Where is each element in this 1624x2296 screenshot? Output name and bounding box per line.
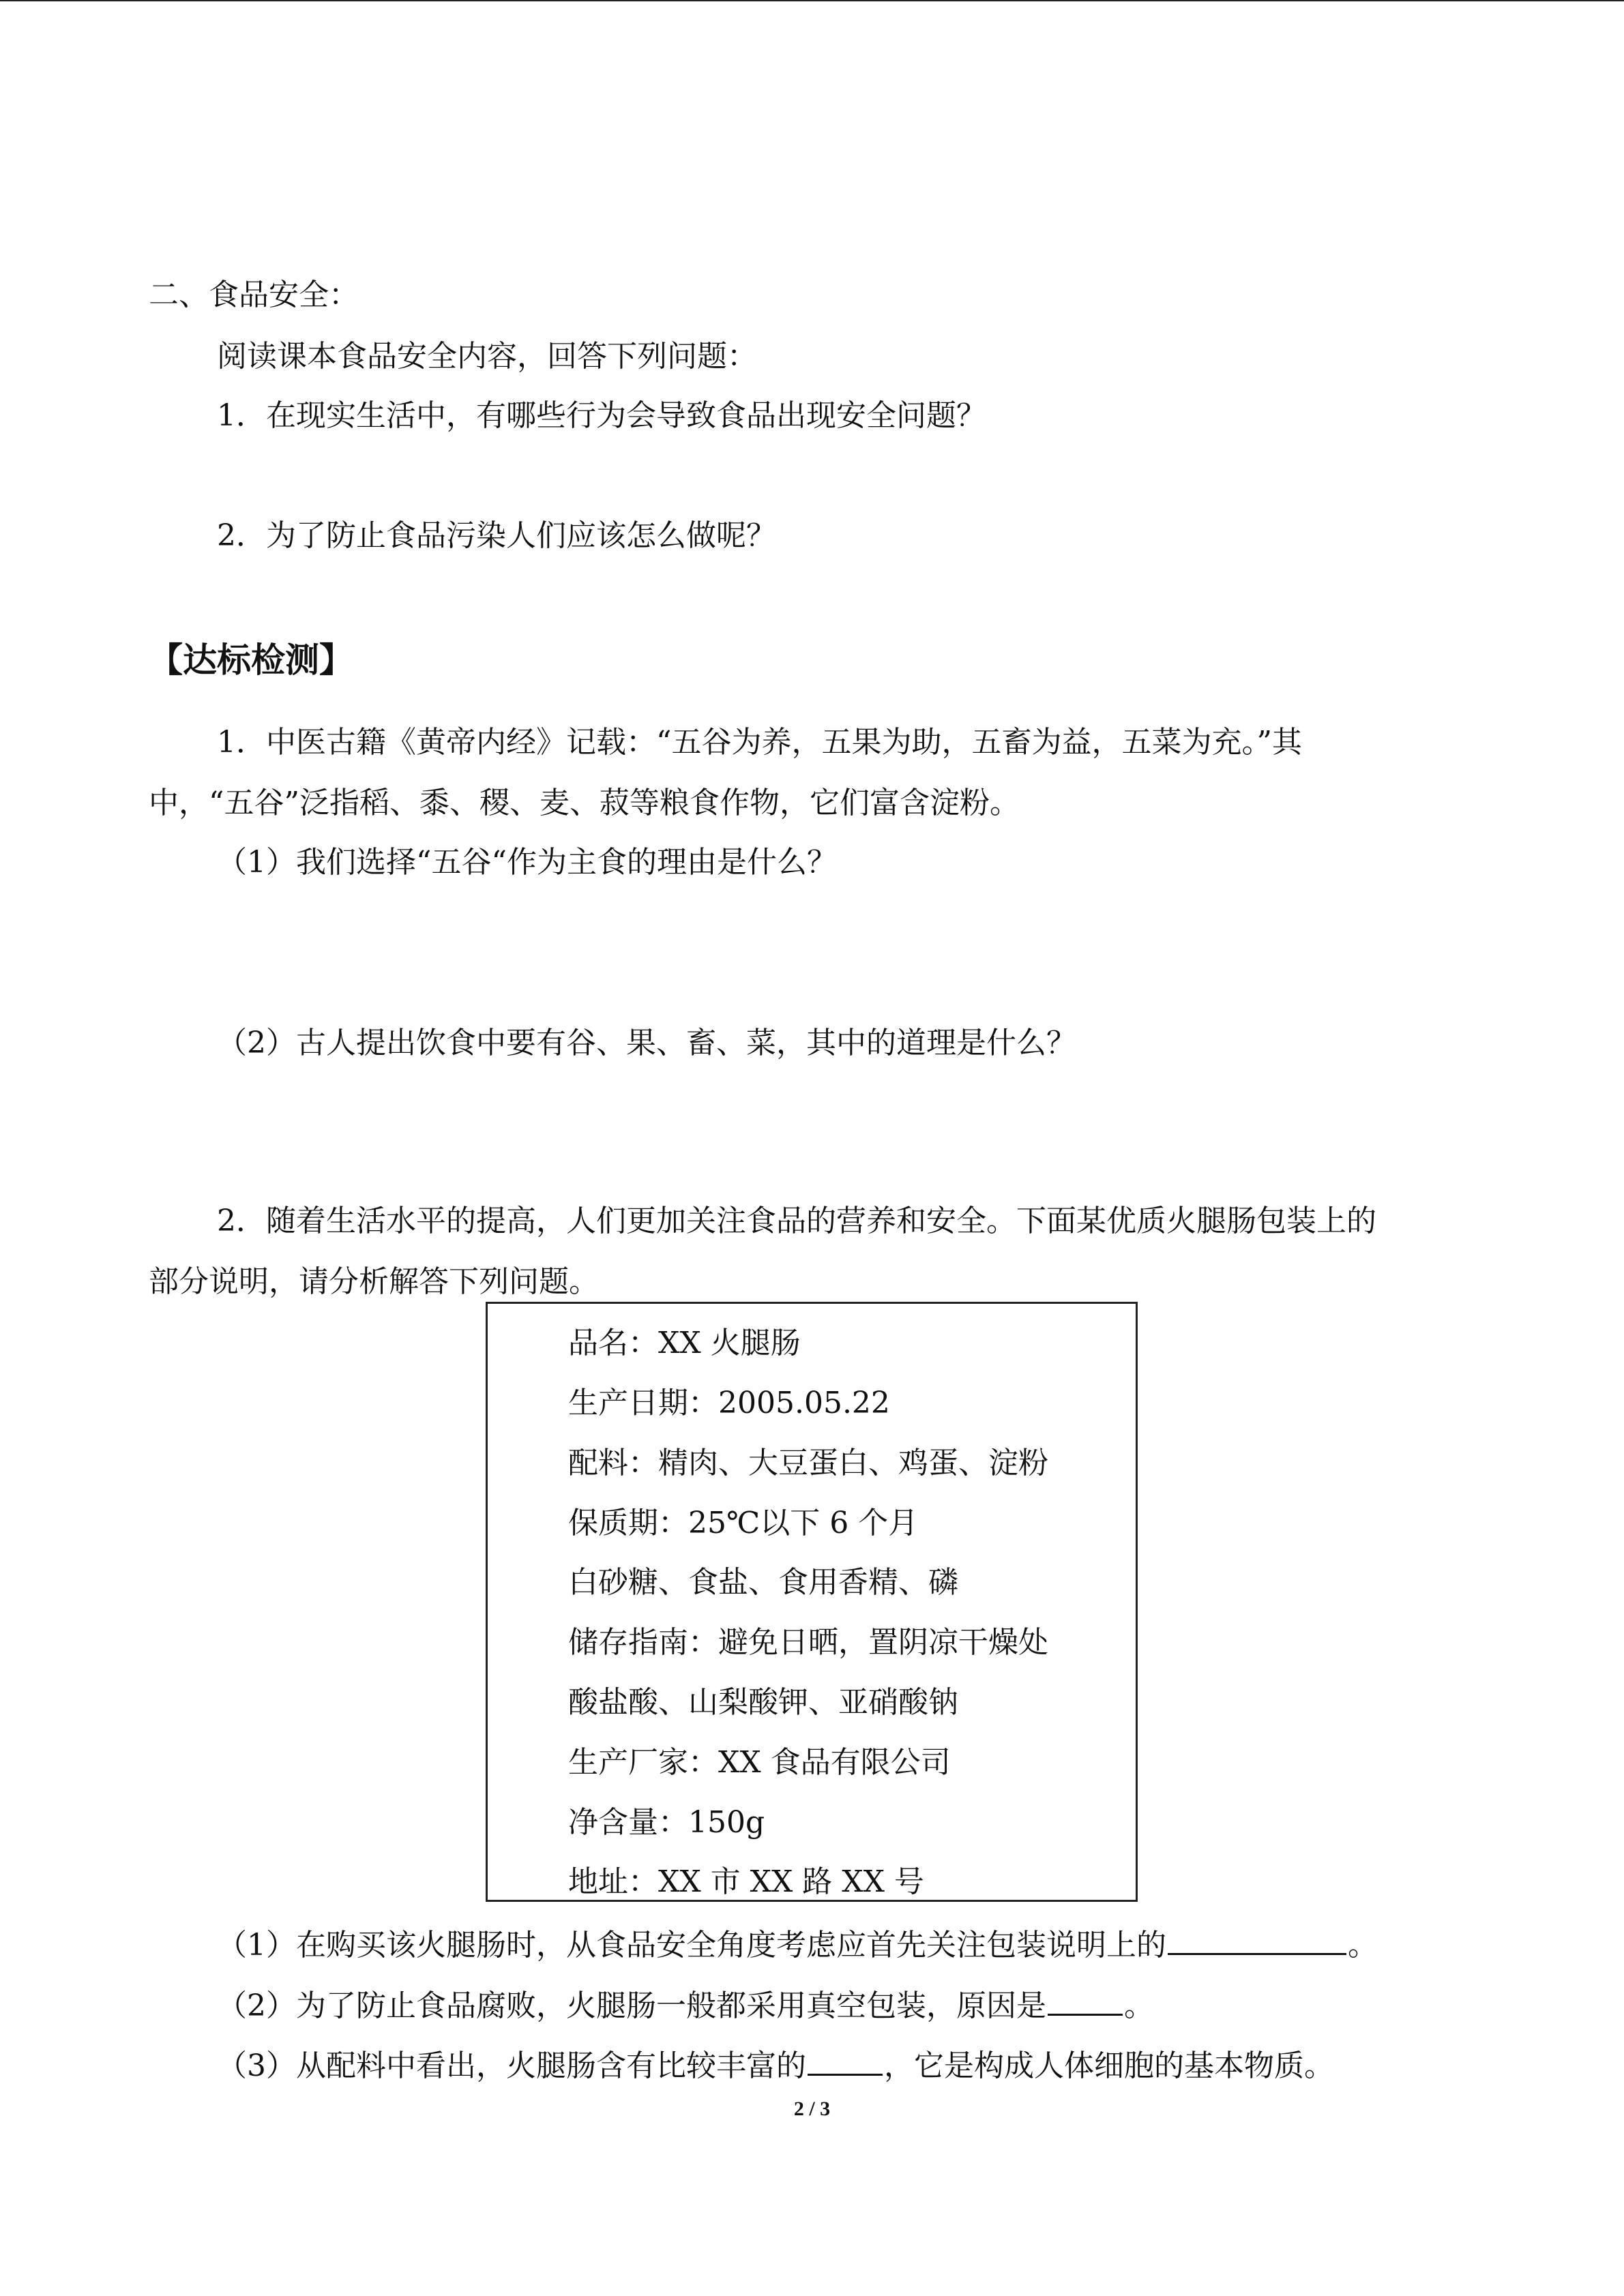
assessment-q2-line1: 2．随着生活水平的提高，人们更加关注食品的营养和安全。下面某优质火腿肠包装上的 — [217, 1204, 1376, 1238]
assessment-heading: 【达标检测】 — [149, 640, 353, 680]
assessment-q2-sub2 — [217, 1986, 1154, 2025]
label-line: 品名：XX 火腿肠 — [568, 1326, 801, 1360]
section-title: 二、食品安全： — [149, 278, 359, 312]
sub1-end: 。 — [1348, 1928, 1378, 1963]
answer-blank-1[interactable] — [1168, 1926, 1346, 1955]
label-line: 生产日期：2005.05.22 — [568, 1386, 890, 1420]
answer-blank-3[interactable] — [808, 2046, 883, 2076]
assessment-q1-sub2: （2）古人提出饮食中要有谷、果、畜、菜，其中的道理是什么？ — [217, 1026, 1076, 1060]
label-line: 酸盐酸、山梨酸钾、亚硝酸钠 — [568, 1685, 958, 1720]
label-line: 储存指南：避免日晒，置阴凉干燥处 — [568, 1625, 1048, 1660]
label-line: 保质期：25℃以下 6 个月 — [568, 1506, 919, 1540]
assessment-q2-sub1 — [217, 1926, 1378, 1965]
sub2-text: （2）为了防止食品腐败，火腿肠一般都采用真空包装，原因是 — [217, 1988, 1046, 2023]
label-line: 生产厂家：XX 食品有限公司 — [568, 1745, 951, 1780]
assessment-q2-line2: 部分说明，请分析解答下列问题。 — [149, 1264, 599, 1299]
section-intro: 阅读课本食品安全内容，回答下列问题： — [217, 339, 757, 374]
answer-blank-2[interactable] — [1048, 1986, 1123, 2016]
assessment-q1-line1: 1．中医古籍《黄帝内经》记载：“五谷为养，五果为助，五畜为益，五菜为充。”其 — [217, 725, 1302, 760]
label-line: 白砂糖、食盐、食用香精、磷 — [568, 1565, 958, 1600]
sub1-text: （1）在购买该火腿肠时，从食品安全角度考虑应首先关注包装说明上的 — [217, 1928, 1166, 1963]
sub3-end: ，它是构成人体细胞的基本物质。 — [884, 2048, 1334, 2083]
label-line: 配料：精肉、大豆蛋白、鸡蛋、淀粉 — [568, 1446, 1048, 1480]
sub3-text: （3）从配料中看出，火腿肠含有比较丰富的 — [217, 2048, 806, 2083]
section-question-2: 2．为了防止食品污染人们应该怎么做呢？ — [217, 518, 776, 553]
assessment-q1-line2: 中，“五谷”泛指稻、黍、稷、麦、菽等粮食作物，它们富含淀粉。 — [149, 786, 1020, 820]
assessment-q2-sub3 — [217, 2046, 1334, 2085]
label-line: 净含量：150g — [568, 1805, 765, 1840]
page-number: 2 / 3 — [793, 2098, 831, 2120]
page-top-border — [0, 0, 1624, 1]
section-question-1: 1．在现实生活中，有哪些行为会导致食品出现安全问题？ — [217, 398, 986, 433]
label-line: 地址：XX 市 XX 路 XX 号 — [568, 1864, 924, 1899]
assessment-q1-sub1: （1）我们选择“五谷“作为主食的理由是什么？ — [217, 845, 837, 880]
product-label-box — [486, 1302, 1138, 1902]
sub2-end: 。 — [1124, 1988, 1154, 2023]
